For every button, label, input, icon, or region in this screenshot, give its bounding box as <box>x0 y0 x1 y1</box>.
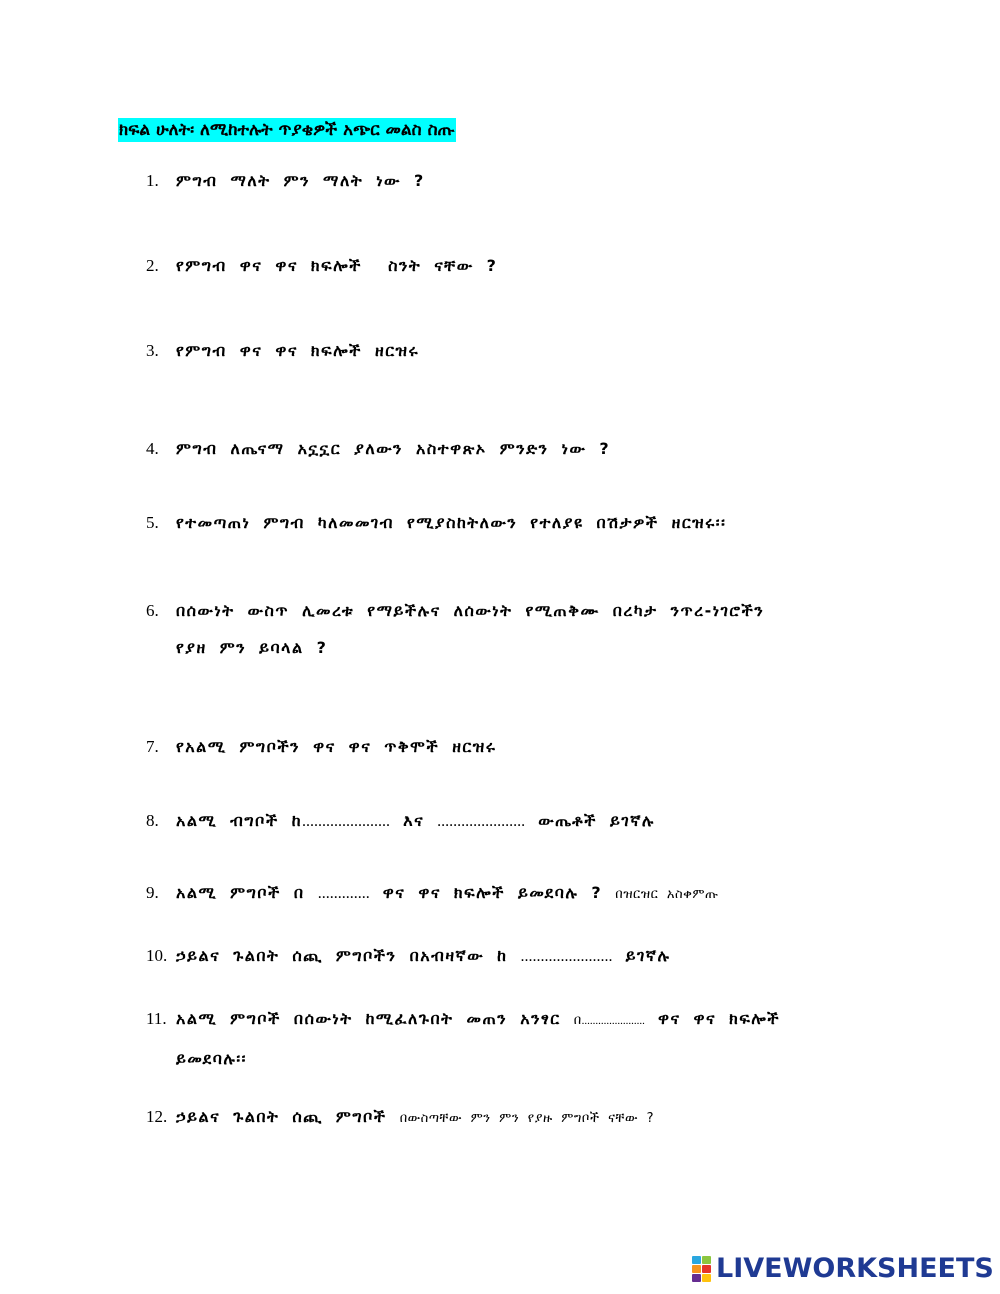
question-text: የምግብ ዋና ዋና ክፍሎች ስንት ናቸው ? <box>176 256 498 275</box>
fill-in-blank[interactable]: ...................... <box>437 813 526 830</box>
question-text-part: አልሚ ምግቦች በሰውነት ከሚፈለጉበት መጠን አንፃር <box>176 1009 561 1028</box>
question-text: ምግብ ለጤናማ አኗኗር ያለውን አስተዋጽኦ ምንድን ነው ? <box>176 439 611 458</box>
logo-tile <box>702 1274 711 1282</box>
question-note: በውስጣቸው ምን ምን የያዙ ምግቦች ናቸው ? <box>399 1111 655 1126</box>
question-text-part: ዋና ዋና ክፍሎች <box>657 1009 781 1028</box>
question-text-part: አልሚ ምግቦች በ <box>176 883 305 902</box>
question-text-part: ኃይልና ጉልበት ሰጪ ምግቦች <box>176 1107 387 1126</box>
question-text: የአልሚ ምግቦችን ዋና ዋና ጥቅሞች ዘርዝሩ <box>176 737 497 756</box>
question-note: በዝርዝር አስቀምጡ <box>615 887 719 902</box>
liveworksheets-logo[interactable] <box>692 1254 994 1284</box>
question-9 <box>146 874 866 913</box>
question-11 <box>146 1000 866 1077</box>
section-heading: ክፍል ሁለት፡ ለሚከተሉት ጥያቄዎች አጭር መልስ ስጡ <box>119 120 455 140</box>
question-text-part: ኃይልና ጉልበት ሰጪ ምግቦችን በአብዛኛው ከ <box>176 946 508 965</box>
question-text-part: ዋና ዋና ክፍሎች ይመደባሉ ? <box>382 883 603 902</box>
question-number: 12. <box>146 1107 168 1126</box>
question-12 <box>146 1098 866 1137</box>
question-text-line-2: የያዘ ምን ይባላል ? <box>176 638 328 657</box>
question-number: 5. <box>146 513 159 532</box>
logo-tile <box>692 1265 701 1273</box>
question-3 <box>146 332 866 369</box>
question-number: 9. <box>146 883 159 902</box>
question-number: 6. <box>146 601 159 620</box>
question-text <box>176 1000 866 1077</box>
question-text <box>176 802 866 840</box>
question-text <box>176 1098 866 1137</box>
question-text: የተመጣጠነ ምግብ ካለመመገብ የሚያስከትለውን የተለያዩ በሽታዎች ዘርዝሩ፡፡ <box>176 513 727 532</box>
question-5 <box>146 504 866 541</box>
question-number: 3. <box>146 341 159 360</box>
question-text-part: አልሚ ብግቦች ከ <box>176 811 303 830</box>
logo-text: LIVEWORKSHEETS <box>716 1253 994 1284</box>
fill-in-blank[interactable]: ....................... <box>520 948 613 965</box>
question-text-part: ይገኛሉ <box>625 946 671 965</box>
question-number: 7. <box>146 737 159 756</box>
question-text: ምግብ ማለት ምን ማለት ነው ? <box>176 171 425 190</box>
logo-tile <box>692 1274 701 1282</box>
logo-tile <box>702 1256 711 1264</box>
question-text-part: እና <box>403 811 425 830</box>
fill-in-blank[interactable]: ....................... <box>581 1015 645 1027</box>
question-text <box>176 592 866 666</box>
question-text-line-1: በሰውነት ውስጥ ሊመረቱ የማይችሉና ለሰውነት የሚጠቅሙ በረካታ ንጥረ-ነገሮችን <box>176 601 765 620</box>
question-1 <box>146 162 866 199</box>
fill-in-blank[interactable]: ...................... <box>302 813 391 830</box>
question-2 <box>146 247 866 284</box>
logo-tile <box>702 1265 711 1273</box>
question-number: 8. <box>146 811 159 830</box>
question-number: 4. <box>146 439 159 458</box>
question-10 <box>146 937 866 975</box>
question-number: 2. <box>146 256 159 275</box>
logo-mark-icon <box>692 1256 712 1282</box>
question-6 <box>146 592 866 666</box>
question-text: የምግብ ዋና ዋና ክፍሎች ዘርዝሩ <box>176 341 420 360</box>
question-7 <box>146 728 866 765</box>
question-text <box>176 874 866 913</box>
logo-tile <box>692 1256 701 1264</box>
question-8 <box>146 802 866 840</box>
question-text <box>176 937 866 975</box>
question-text-part: ውጤቶች ይገኛሉ <box>538 811 655 830</box>
question-text-line-2: ይመደባሉ፡፡ <box>176 1049 247 1068</box>
question-number: 1. <box>146 171 159 190</box>
question-4 <box>146 430 866 467</box>
fill-in-blank[interactable]: ............. <box>317 885 370 902</box>
question-number: 11. <box>146 1009 167 1028</box>
question-text-part: በ <box>573 1013 582 1028</box>
question-number: 10. <box>146 946 168 965</box>
